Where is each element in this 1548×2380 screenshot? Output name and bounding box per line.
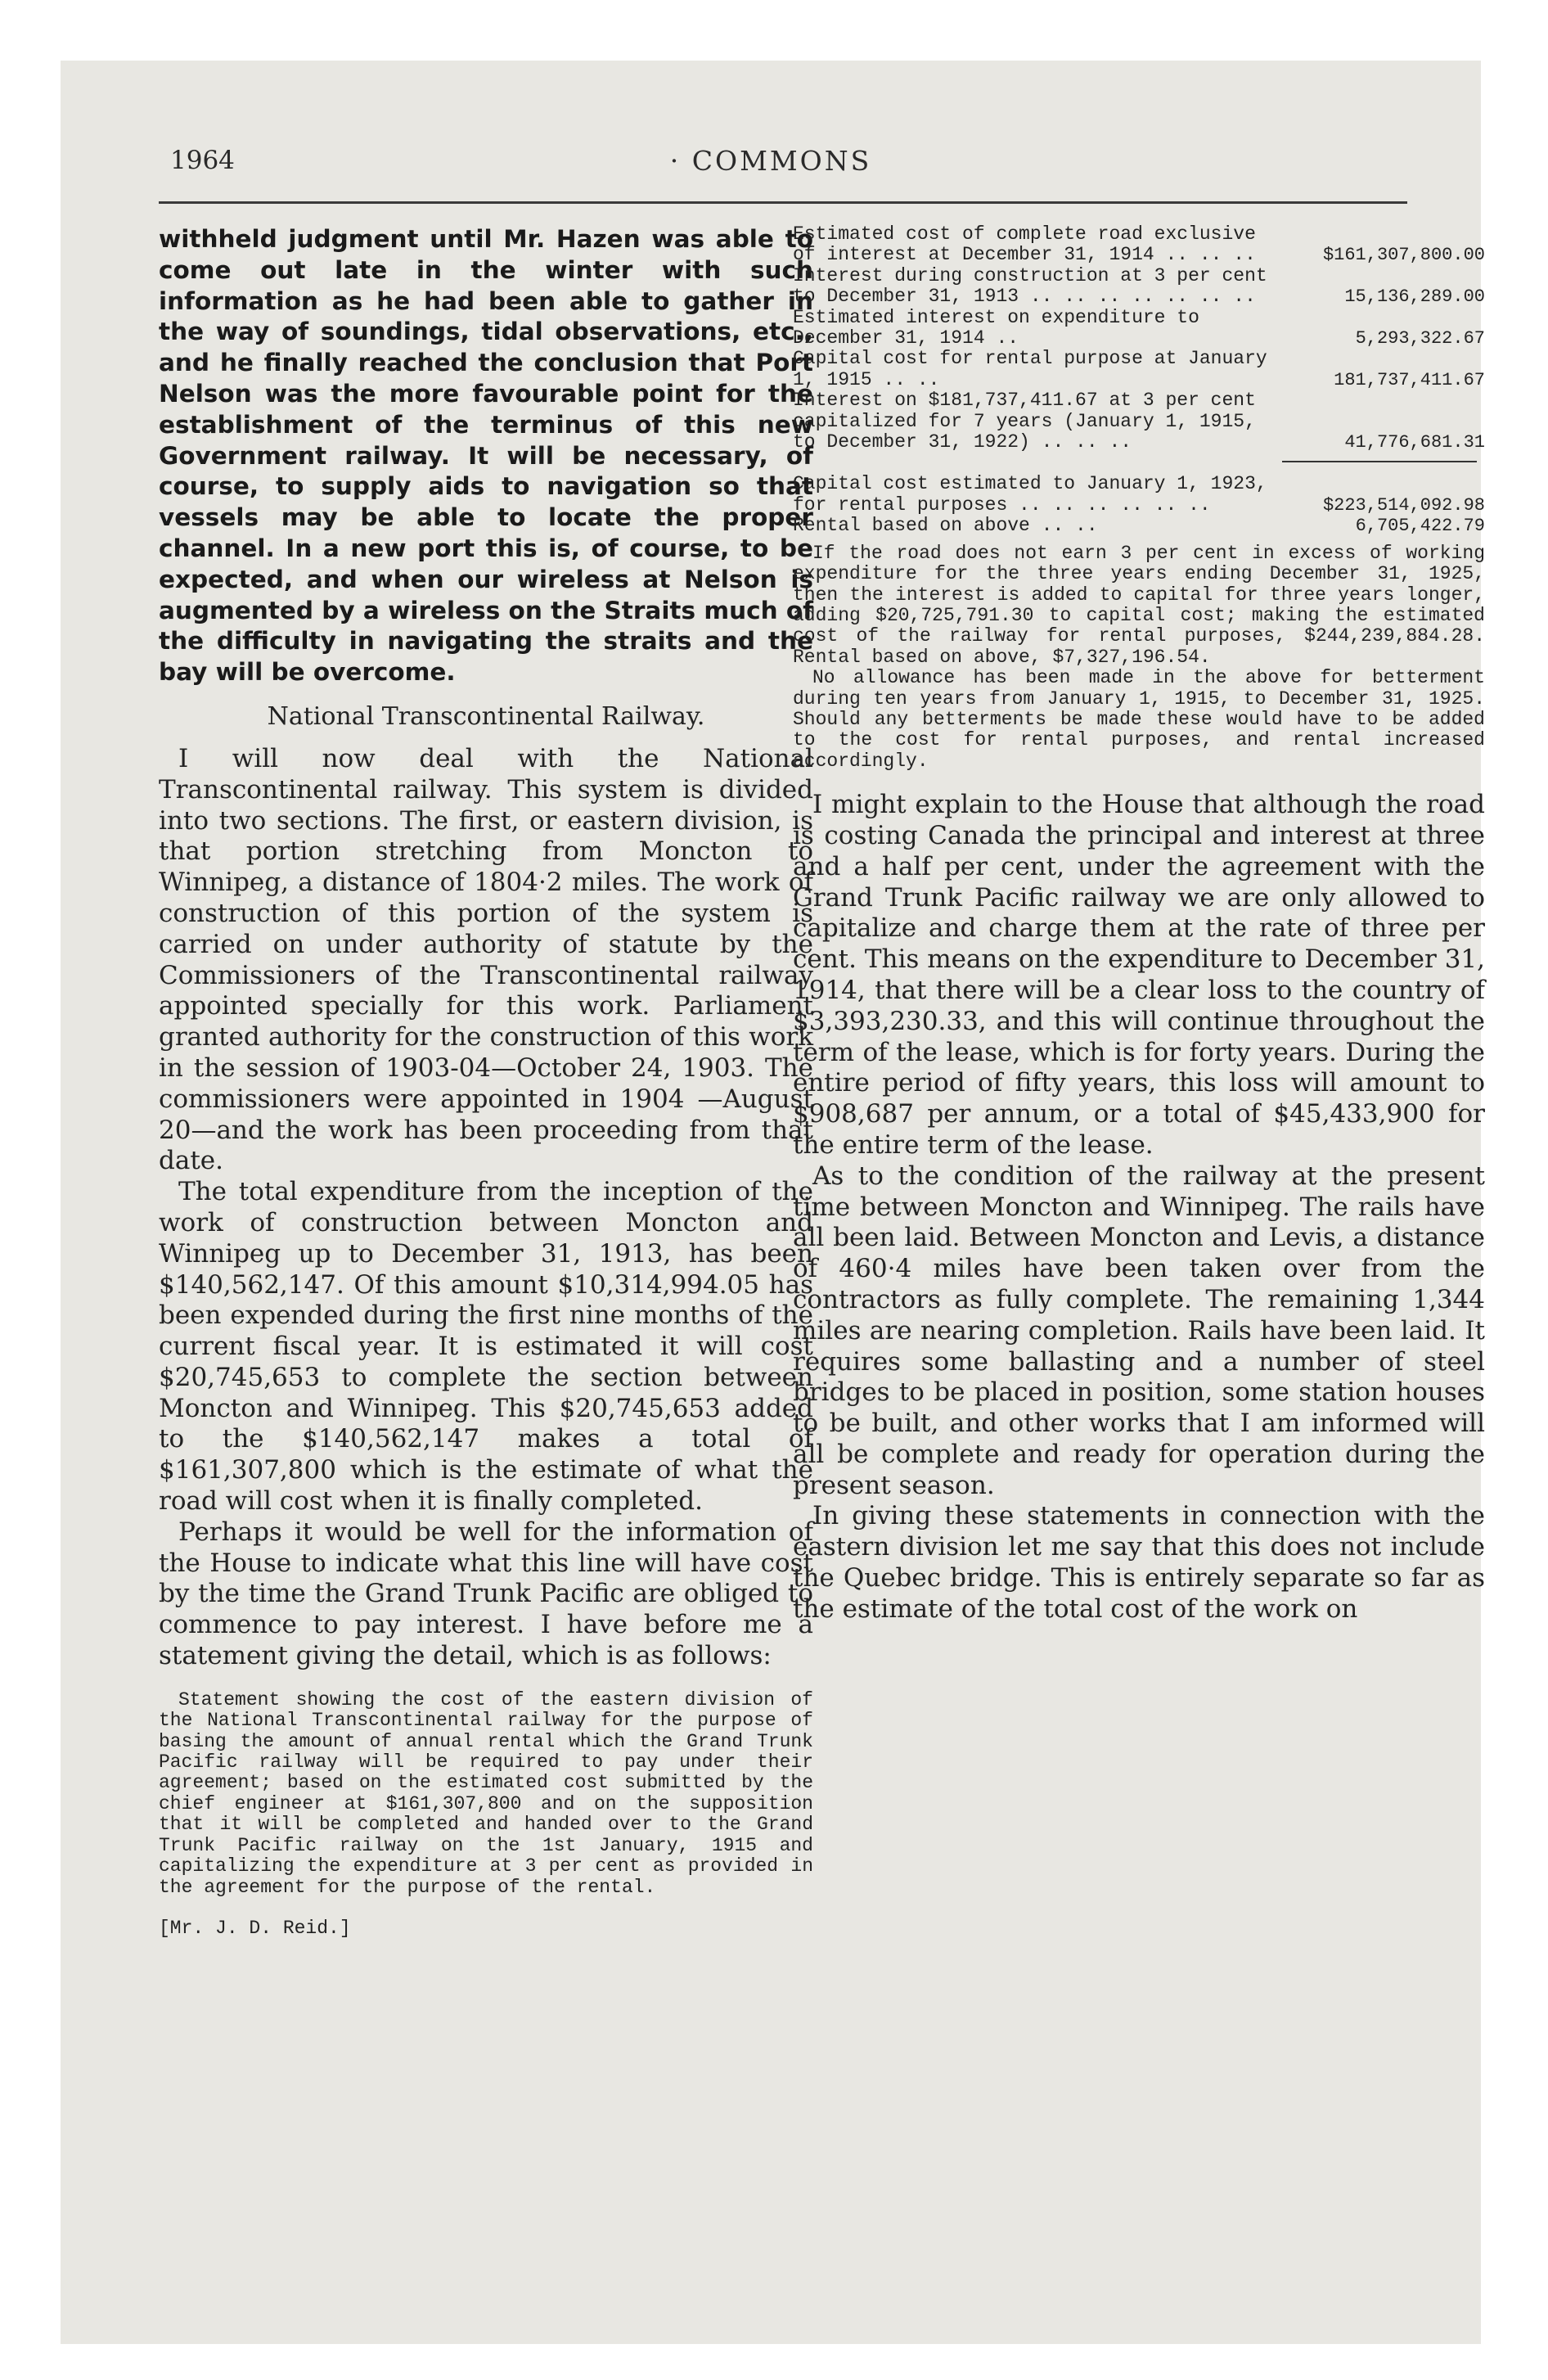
table-row bbox=[793, 266, 1485, 308]
table-row bbox=[793, 474, 1485, 516]
left-column bbox=[159, 224, 813, 1939]
paragraph-quebec-bridge: In giving these statements in connection with the eastern division let me say that this does not include the Quebec bridge. This is entirely separate so far as the estimate of the total cost of the work on bbox=[793, 1501, 1485, 1624]
row-description: Interest during construction at 3 per cent to December 31, 1913 .. .. .. .. .. .. .. bbox=[793, 264, 1267, 308]
note-betterments: No allowance has been made in the above for betterment during ten years from January 1, 1915, to December 31, 1925. Should any betterments be made these would have to be added to the cost for rental purposes, and rental increased accordingly. bbox=[793, 667, 1485, 772]
row-amount: 15,136,289.00 bbox=[1344, 286, 1485, 308]
paragraph-total-expenditure: The total expenditure from the inception of the work of construction between Moncton and Winnipeg up to December 31, 1913, has been $140,562,147. Of this amount $10,314,994.05 has been expended during the first nine months of the current fiscal year. It is estimated it will cost $20,745,653 to complete the section between Moncton and Winnipeg. This $20,745,653 added to the $140,562,147 makes a total of $161,307,800 which is the estimate of what the road will cost when it is finally completed. bbox=[159, 1177, 813, 1517]
paragraph-statement-intro: Perhaps it would be well for the information of the House to indicate what this line will have cost by the time the Grand Trunk Pacific are obliged to commence to pay interest. I have before me a statement giving the detail, which is as follows: bbox=[159, 1517, 813, 1671]
table-row bbox=[793, 308, 1485, 349]
cost-statement-table bbox=[793, 224, 1485, 537]
paragraph-ntr-intro: I will now deal with the National Transcontinental railway. This system is divided into two sections. The first, or eastern division, is that portion stretching from Moncton to Winnipeg, a distance of 1804·2 miles. The work of construction of this portion of the system is carried on under authority of statute by the Commissioners of the Transcontinental railway appointed specially for this work. Parliament granted authority for the construction of this work in the session of 1903-04—October 24, 1903. The commissioners were appointed in 1904 —August 20—and the work has been proceeding from that date. bbox=[159, 743, 813, 1176]
table-row bbox=[793, 390, 1485, 453]
row-description: Estimated cost of complete road exclusive of interest at December 31, 1914 .. .. .. bbox=[793, 223, 1256, 266]
page-number: 1964 bbox=[170, 146, 235, 175]
row-amount: 6,705,422.79 bbox=[1355, 516, 1485, 537]
right-column bbox=[793, 224, 1485, 1625]
paragraph-interest-loss: I might explain to the House that although the road is costing Canada the principal and interest at three and a half per cent, under the agreement with the Grand Trunk Pacific railway we are only allowed to capitalize and charge them at the rate of three per cent. This means on the expenditure to December 31, 1914, that there will be a clear loss to the country of $3,393,230.33, and this will continue throughout the term of the lease, which is for forty years. During the entire period of fifty years, this loss will amount to $908,687 per annum, or a total of $45,433,900 for the entire term of the lease. bbox=[793, 790, 1485, 1160]
table-row bbox=[793, 349, 1485, 390]
row-amount: $161,307,800.00 bbox=[1322, 245, 1485, 266]
sum-rule bbox=[1282, 461, 1477, 462]
row-amount: 181,737,411.67 bbox=[1334, 369, 1485, 390]
document-page bbox=[61, 61, 1485, 2344]
paragraph-port-nelson: withheld judgment until Mr. Hazen was able to come out late in the winter with such information as he had been able to gather in the way of soundings, tidal observations, etc., and he finally reached the conclusion that Port Nelson was the more favourable point for the establishment of the terminus of this new Government railway. It will be necessary, of course, to supply aids to navigation so that vessels may be able to locate the proper channel. In a new port this is, of course, to be expected, and when our wireless at Nelson is augmented by a wireless on the Straits much of the difficulty in navigating the straits and the bay will be overcome. bbox=[159, 225, 813, 687]
running-head: · COMMONS bbox=[669, 145, 872, 177]
row-amount: $223,514,092.98 bbox=[1322, 494, 1485, 516]
page-header bbox=[61, 61, 1481, 208]
statement-caption: Statement showing the cost of the eastern division of the National Transcontinental railway for the purpose of basing the amount of annual rental which the Grand Trunk Pacific railway will be required to pay under their agreement; based on the estimated cost submitted by the chief engineer at $161,307,800 and on the supposition that it will be completed and handed over to the Grand Trunk Pacific railway on the 1st January, 1915 and capitalizing the expenditure at 3 per cent as provided in the agreement for the purpose of the rental. bbox=[159, 1688, 813, 1898]
row-description: Capital cost for rental purpose at January 1, 1915 .. .. bbox=[793, 348, 1267, 390]
paragraph-railway-condition: As to the condition of the railway at the present time between Moncton and Winnipeg. The rails have all been laid. Between Moncton and Levis, a distance of 460·4 miles have been taken over from the contractors as fully complete. The remaining 1,344 miles are nearing completion. Rails have been laid. It requires some ballasting and a number of steel bridges to be placed in position, some station houses to be built, and other works that I am informed will all be complete and ready for operation during the present season. bbox=[793, 1161, 1485, 1500]
speaker-attribution: [Mr. J. D. Reid.] bbox=[159, 1917, 351, 1939]
row-description: Estimated interest on expenditure to December 31, 1914 .. bbox=[793, 306, 1199, 349]
row-amount: 5,293,322.67 bbox=[1355, 328, 1485, 349]
table-row bbox=[793, 516, 1485, 536]
row-description: Capital cost estimated to January 1, 1923, for rental purposes .. .. .. .. .. .. bbox=[793, 473, 1267, 516]
table-row bbox=[793, 224, 1485, 266]
row-description: Rental based on above .. .. bbox=[793, 515, 1098, 537]
note-additional-interest: If the road does not earn 3 per cent in excess of working expenditure for the three years ending December 31, 1925, then the interest is added to capital for three years longer, adding $20,725,791.30 to capital cost; making the estimated cost of the railway for rental purposes, $244,239,884.28. Rental based on above, $7,327,196.54. bbox=[793, 542, 1485, 668]
row-amount: 41,776,681.31 bbox=[1344, 432, 1485, 453]
section-heading: National Transcontinental Railway. bbox=[267, 701, 705, 731]
header-rule bbox=[159, 201, 1407, 204]
row-description: Interest on $181,737,411.67 at 3 per cent capitalized for 7 years (January 1, 1915, to December 31, 1922) .. .. .. bbox=[793, 390, 1256, 453]
